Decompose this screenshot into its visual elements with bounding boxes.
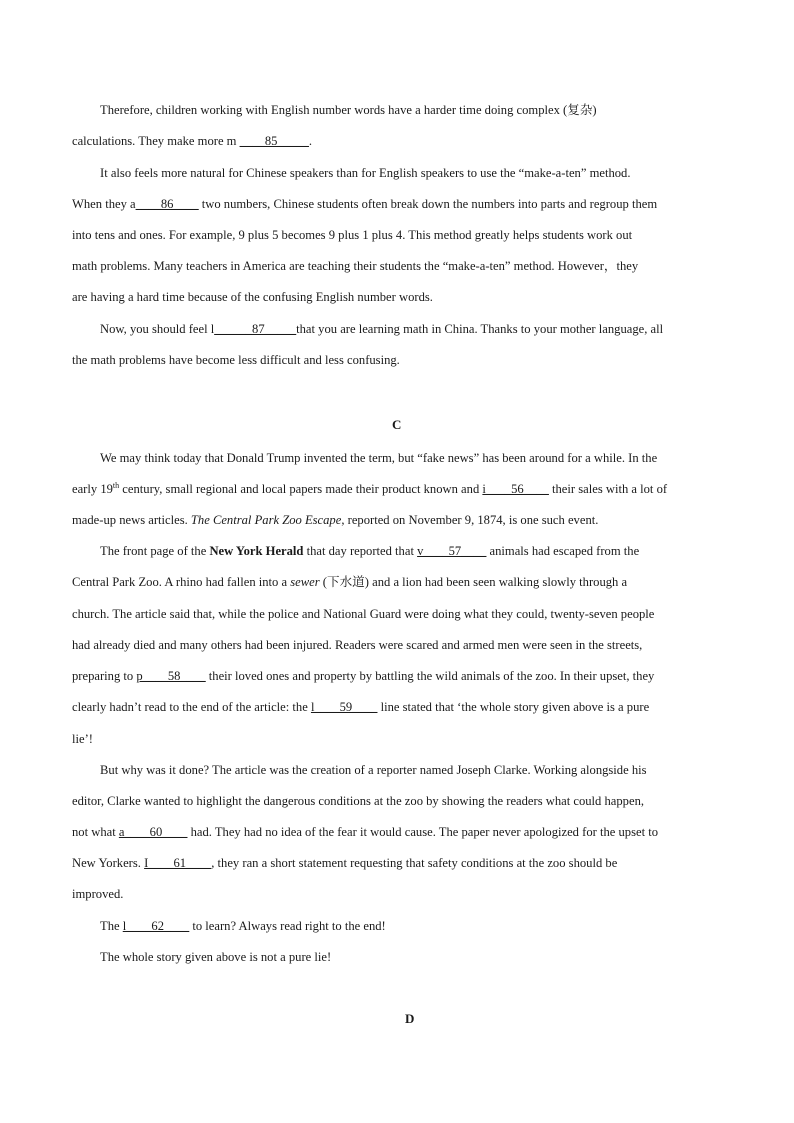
text-line: had already died and many others had been injured. Readers were scared and armed men were seen in the streets, — [72, 638, 643, 652]
text-line: made-up news articles. The Central Park Zoo Escape, reported on November 9, 1874, is one such event. — [72, 513, 599, 527]
text-line: Now, you should feel l______87_____that you are learning math in China. Thanks to your mother language, all — [100, 322, 664, 336]
text-line: not what a____60____ had. They had no idea of the fear it would cause. The paper never apologized for the upset to — [72, 825, 659, 839]
article-title: The Central Park Zoo Escape — [190, 513, 342, 527]
text-line: When they a____86____ two numbers, Chinese students often break down the numbers into parts and regroup them — [72, 197, 658, 211]
text-line: preparing to p____58____ their loved ones and property by battling the wild animals of the zoo. In their upset, they — [72, 669, 655, 683]
text-line: lie’! — [72, 732, 93, 746]
newspaper-name: New York Herald — [209, 544, 304, 558]
answer-blank-62[interactable]: l____62____ — [122, 919, 190, 933]
answer-blank-85[interactable]: ____85_____ — [239, 134, 309, 148]
text-line: Central Park Zoo. A rhino had fallen into a sewer (下水道) and a lion had been seen walking slowly through a — [72, 575, 628, 589]
text-line: Therefore, children working with English number words have a harder time doing complex (复杂) — [100, 103, 597, 117]
answer-blank-87[interactable]: ______87_____ — [214, 322, 297, 336]
section-heading-c: C — [392, 417, 402, 432]
text-line: clearly hadn’t read to the end of the article: the l____59____ line stated that ‘the whole story given above is a pure — [72, 700, 650, 714]
text-line: calculations. They make more m ____85_____. — [72, 134, 313, 148]
text-line: into tens and ones. For example, 9 plus 5 becomes 9 plus 1 plus 4. This method greatly helps students work out — [72, 228, 633, 242]
text-line: The l____62____ to learn? Always read right to the end! — [100, 919, 386, 933]
text-line: editor, Clarke wanted to highlight the dangerous conditions at the zoo by showing the readers what could happen, — [72, 794, 645, 808]
text-line: the math problems have become less difficult and less confusing. — [72, 353, 400, 367]
answer-blank-60[interactable]: a____60____ — [118, 825, 188, 839]
text-line: But why was it done? The article was the creation of a reporter named Joseph Clarke. Working alongside his — [100, 763, 647, 777]
text-line: improved. — [72, 887, 124, 901]
text-line: It also feels more natural for Chinese speakers than for English speakers to use the “make-a-ten” method. — [100, 166, 631, 180]
text-line: The front page of the New York Herald that day reported that v____57____ animals had escaped from the — [100, 544, 640, 558]
text-line: New Yorkers. I____61____, they ran a short statement requesting that safety conditions at the zoo should be — [72, 856, 618, 870]
text-line: We may think today that Donald Trump invented the term, but “fake news” has been around for a while. In the — [100, 451, 658, 465]
answer-blank-58[interactable]: p____58____ — [136, 669, 206, 683]
text-line: early 19th century, small regional and local papers made their product known and i____56____ their sales with a lot of — [72, 480, 668, 496]
text-line: church. The article said that, while the police and National Guard were doing what they could, twenty-seven people — [72, 607, 655, 621]
text-line: The whole story given above is not a pure lie! — [100, 950, 332, 964]
answer-blank-86[interactable]: ____86____ — [135, 197, 199, 211]
text-line: are having a hard time because of the confusing English number words. — [72, 290, 433, 304]
answer-blank-59[interactable]: l____59____ — [310, 700, 378, 714]
answer-blank-56[interactable]: i____56____ — [482, 482, 549, 496]
answer-blank-57[interactable]: v____57____ — [417, 544, 487, 558]
section-heading-d: D — [405, 1011, 415, 1026]
answer-blank-61[interactable]: I____61____ — [144, 856, 212, 870]
text-line: math problems. Many teachers in America are teaching their students the “make-a-ten” method. However，they — [72, 259, 639, 273]
